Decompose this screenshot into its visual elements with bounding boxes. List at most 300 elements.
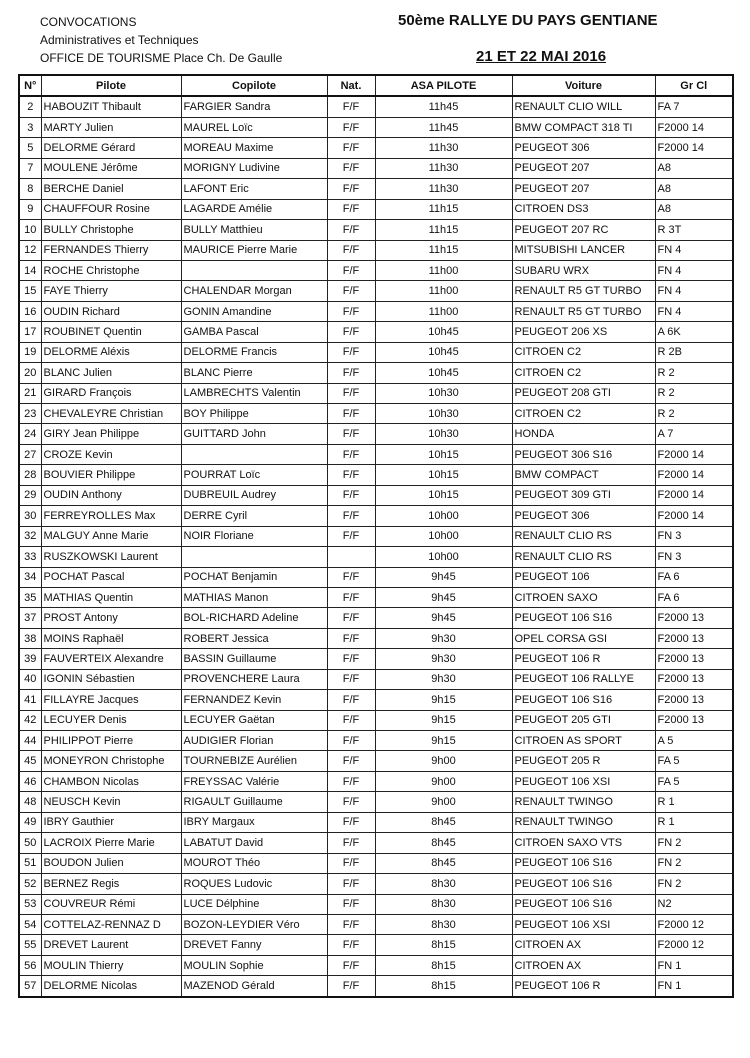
group-class: A8	[655, 199, 733, 219]
asa-pilote-time: 9h15	[375, 710, 512, 730]
nationality: F/F	[327, 444, 375, 464]
table-row	[19, 260, 733, 280]
entry-number: 56	[19, 955, 41, 975]
copilote-name: MAZENOD Gérald	[181, 976, 327, 997]
asa-pilote-time: 9h15	[375, 731, 512, 751]
entry-number: 35	[19, 587, 41, 607]
asa-pilote-time: 10h45	[375, 342, 512, 362]
group-class: FN 4	[655, 281, 733, 301]
copilote-name: MATHIAS Manon	[181, 587, 327, 607]
table-row	[19, 669, 733, 689]
pilote-name: FILLAYRE Jacques	[41, 690, 181, 710]
nationality: F/F	[327, 853, 375, 873]
car-model: PEUGEOT 207 RC	[512, 220, 655, 240]
nationality	[327, 547, 375, 567]
entry-number: 17	[19, 322, 41, 342]
nationality: F/F	[327, 404, 375, 424]
table-row	[19, 485, 733, 505]
car-model: CITROEN DS3	[512, 199, 655, 219]
asa-pilote-time: 9h00	[375, 771, 512, 791]
col-header-voiture: Voiture	[512, 75, 655, 96]
entry-number: 46	[19, 771, 41, 791]
copilote-name: LUCE Délphine	[181, 894, 327, 914]
entry-number: 14	[19, 260, 41, 280]
pilote-name: DREVET Laurent	[41, 935, 181, 955]
pilote-name: NEUSCH Kevin	[41, 792, 181, 812]
header-location: OFFICE DE TOURISME Place Ch. De Gaulle	[40, 51, 283, 65]
table-row	[19, 935, 733, 955]
group-class: FN 1	[655, 955, 733, 975]
entry-number: 55	[19, 935, 41, 955]
nationality: F/F	[327, 138, 375, 158]
group-class: A 5	[655, 731, 733, 751]
pilote-name: FERREYROLLES Max	[41, 506, 181, 526]
pilote-name: CROZE Kevin	[41, 444, 181, 464]
entry-number: 10	[19, 220, 41, 240]
table-row	[19, 363, 733, 383]
table-row	[19, 444, 733, 464]
car-model: RENAULT CLIO RS	[512, 526, 655, 546]
asa-pilote-time: 10h45	[375, 322, 512, 342]
nationality: F/F	[327, 628, 375, 648]
group-class: F2000 14	[655, 138, 733, 158]
asa-pilote-time: 9h15	[375, 690, 512, 710]
group-class: F2000 13	[655, 628, 733, 648]
asa-pilote-time: 11h00	[375, 301, 512, 321]
asa-pilote-time: 8h30	[375, 894, 512, 914]
asa-pilote-time: 8h15	[375, 976, 512, 997]
group-class: R 1	[655, 792, 733, 812]
col-header-asa-pilote: ASA PILOTE	[375, 75, 512, 96]
car-model: PEUGEOT 106	[512, 567, 655, 587]
table-row	[19, 710, 733, 730]
entry-number: 44	[19, 731, 41, 751]
table-row	[19, 628, 733, 648]
group-class: F2000 14	[655, 465, 733, 485]
group-class: FN 3	[655, 526, 733, 546]
copilote-name: BASSIN Guillaume	[181, 649, 327, 669]
nationality: F/F	[327, 669, 375, 689]
pilote-name: PROST Antony	[41, 608, 181, 628]
pilote-name: MATHIAS Quentin	[41, 587, 181, 607]
table-row	[19, 751, 733, 771]
car-model: CITROEN C2	[512, 342, 655, 362]
pilote-name: MOULIN Thierry	[41, 955, 181, 975]
pilote-name: COUVREUR Rémi	[41, 894, 181, 914]
col-header-gr-cl: Gr Cl	[655, 75, 733, 96]
pilote-name: ROCHE Christophe	[41, 260, 181, 280]
copilote-name: LAFONT Eric	[181, 179, 327, 199]
nationality: F/F	[327, 690, 375, 710]
table-row	[19, 301, 733, 321]
copilote-name: CHALENDAR Morgan	[181, 281, 327, 301]
entry-number: 15	[19, 281, 41, 301]
group-class: F2000 14	[655, 444, 733, 464]
asa-pilote-time: 11h30	[375, 179, 512, 199]
pilote-name: PHILIPPOT Pierre	[41, 731, 181, 751]
table-row	[19, 894, 733, 914]
group-class: F2000 14	[655, 506, 733, 526]
table-row	[19, 96, 733, 117]
entry-number: 37	[19, 608, 41, 628]
pilote-name: BULLY Christophe	[41, 220, 181, 240]
table-row	[19, 567, 733, 587]
pilote-name: DELORME Nicolas	[41, 976, 181, 997]
table-row	[19, 240, 733, 260]
car-model: PEUGEOT 106 S16	[512, 853, 655, 873]
car-model: PEUGEOT 206 XS	[512, 322, 655, 342]
table-row	[19, 342, 733, 362]
copilote-name: PROVENCHERE Laura	[181, 669, 327, 689]
entry-number: 40	[19, 669, 41, 689]
event-dates: 21 ET 22 MAI 2016	[476, 48, 607, 65]
entry-number: 54	[19, 914, 41, 934]
car-model: PEUGEOT 106 S16	[512, 894, 655, 914]
car-model: PEUGEOT 207	[512, 179, 655, 199]
nationality: F/F	[327, 424, 375, 444]
nationality: F/F	[327, 731, 375, 751]
pilote-name: POCHAT Pascal	[41, 567, 181, 587]
pilote-name: BLANC Julien	[41, 363, 181, 383]
car-model: PEUGEOT 106 R	[512, 976, 655, 997]
car-model: PEUGEOT 106 S16	[512, 608, 655, 628]
copilote-name: LAGARDE Amélie	[181, 199, 327, 219]
car-model: PEUGEOT 205 R	[512, 751, 655, 771]
header-convocations: CONVOCATIONS	[40, 15, 137, 29]
pilote-name: CHAMBON Nicolas	[41, 771, 181, 791]
table-row	[19, 955, 733, 975]
nationality: F/F	[327, 812, 375, 832]
nationality: F/F	[327, 751, 375, 771]
pilote-name: MOINS Raphaël	[41, 628, 181, 648]
col-header-pilote: Pilote	[41, 75, 181, 96]
pilote-name: FERNANDES Thierry	[41, 240, 181, 260]
group-class: F2000 13	[655, 669, 733, 689]
asa-pilote-time: 11h15	[375, 199, 512, 219]
pilote-name: BERNEZ Regis	[41, 874, 181, 894]
entry-number: 5	[19, 138, 41, 158]
nationality: F/F	[327, 792, 375, 812]
table-row	[19, 465, 733, 485]
table-row	[19, 874, 733, 894]
nationality: F/F	[327, 914, 375, 934]
table-row	[19, 914, 733, 934]
copilote-name: DREVET Fanny	[181, 935, 327, 955]
nationality: F/F	[327, 710, 375, 730]
pilote-name: IGONIN Sébastien	[41, 669, 181, 689]
car-model: PEUGEOT 306	[512, 138, 655, 158]
copilote-name	[181, 444, 327, 464]
pilote-name: MONEYRON Christophe	[41, 751, 181, 771]
entry-number: 12	[19, 240, 41, 260]
nationality: F/F	[327, 874, 375, 894]
car-model: PEUGEOT 309 GTI	[512, 485, 655, 505]
table-row	[19, 281, 733, 301]
convocation-table	[18, 74, 734, 998]
asa-pilote-time: 10h30	[375, 424, 512, 444]
col-header-nat: Nat.	[327, 75, 375, 96]
nationality: F/F	[327, 158, 375, 178]
group-class: N2	[655, 894, 733, 914]
entry-number: 7	[19, 158, 41, 178]
copilote-name: GONIN Amandine	[181, 301, 327, 321]
copilote-name: MAURICE Pierre Marie	[181, 240, 327, 260]
group-class: F2000 12	[655, 935, 733, 955]
car-model: PEUGEOT 106 XSI	[512, 771, 655, 791]
pilote-name: LACROIX Pierre Marie	[41, 833, 181, 853]
entry-number: 23	[19, 404, 41, 424]
pilote-name: OUDIN Anthony	[41, 485, 181, 505]
car-model: PEUGEOT 208 GTI	[512, 383, 655, 403]
table-row	[19, 812, 733, 832]
entry-number: 19	[19, 342, 41, 362]
pilote-name: BERCHE Daniel	[41, 179, 181, 199]
table-row	[19, 547, 733, 567]
col-header-number: N°	[19, 75, 41, 96]
group-class: F2000 13	[655, 608, 733, 628]
copilote-name: FREYSSAC Valérie	[181, 771, 327, 791]
entry-number: 39	[19, 649, 41, 669]
copilote-name: ROBERT Jessica	[181, 628, 327, 648]
table-row	[19, 833, 733, 853]
car-model: CITROEN SAXO VTS	[512, 833, 655, 853]
table-row	[19, 383, 733, 403]
copilote-name: MAUREL Loïc	[181, 117, 327, 137]
nationality: F/F	[327, 649, 375, 669]
car-model: CITROEN SAXO	[512, 587, 655, 607]
asa-pilote-time: 10h00	[375, 506, 512, 526]
copilote-name: RIGAULT Guillaume	[181, 792, 327, 812]
group-class: A8	[655, 179, 733, 199]
car-model: PEUGEOT 106 XSI	[512, 914, 655, 934]
entry-number: 57	[19, 976, 41, 997]
car-model: RENAULT TWINGO	[512, 812, 655, 832]
entry-number: 9	[19, 199, 41, 219]
document-header	[0, 0, 750, 70]
car-model: PEUGEOT 106 S16	[512, 690, 655, 710]
nationality: F/F	[327, 587, 375, 607]
table-row	[19, 649, 733, 669]
nationality: F/F	[327, 199, 375, 219]
nationality: F/F	[327, 322, 375, 342]
entry-number: 8	[19, 179, 41, 199]
car-model: PEUGEOT 106 RALLYE	[512, 669, 655, 689]
group-class: F2000 14	[655, 485, 733, 505]
nationality: F/F	[327, 771, 375, 791]
pilote-name: DELORME Aléxis	[41, 342, 181, 362]
copilote-name: NOIR Floriane	[181, 526, 327, 546]
nationality: F/F	[327, 179, 375, 199]
nationality: F/F	[327, 363, 375, 383]
pilote-name: BOUDON Julien	[41, 853, 181, 873]
asa-pilote-time: 11h00	[375, 260, 512, 280]
car-model: MITSUBISHI LANCER	[512, 240, 655, 260]
table-row	[19, 792, 733, 812]
header-subtitle: Administratives et Techniques	[40, 33, 199, 47]
asa-pilote-time: 9h00	[375, 792, 512, 812]
asa-pilote-time: 8h45	[375, 833, 512, 853]
nationality: F/F	[327, 935, 375, 955]
entry-number: 24	[19, 424, 41, 444]
table-row	[19, 526, 733, 546]
pilote-name: IBRY Gauthier	[41, 812, 181, 832]
copilote-name: BOL-RICHARD Adeline	[181, 608, 327, 628]
car-model: PEUGEOT 205 GTI	[512, 710, 655, 730]
nationality: F/F	[327, 383, 375, 403]
asa-pilote-time: 8h30	[375, 914, 512, 934]
entry-number: 45	[19, 751, 41, 771]
car-model: RENAULT CLIO RS	[512, 547, 655, 567]
copilote-name: LAMBRECHTS Valentin	[181, 383, 327, 403]
copilote-name: DUBREUIL Audrey	[181, 485, 327, 505]
entry-number: 49	[19, 812, 41, 832]
nationality: F/F	[327, 894, 375, 914]
asa-pilote-time: 9h00	[375, 751, 512, 771]
entry-number: 33	[19, 547, 41, 567]
pilote-name: COTTELAZ-RENNAZ D	[41, 914, 181, 934]
nationality: F/F	[327, 281, 375, 301]
copilote-name: LABATUT David	[181, 833, 327, 853]
nationality: F/F	[327, 485, 375, 505]
car-model: PEUGEOT 306	[512, 506, 655, 526]
copilote-name: BULLY Matthieu	[181, 220, 327, 240]
asa-pilote-time: 9h30	[375, 669, 512, 689]
asa-pilote-time: 9h45	[375, 587, 512, 607]
entry-number: 32	[19, 526, 41, 546]
copilote-name	[181, 260, 327, 280]
nationality: F/F	[327, 976, 375, 997]
nationality: F/F	[327, 240, 375, 260]
asa-pilote-time: 11h15	[375, 240, 512, 260]
group-class: FA 6	[655, 567, 733, 587]
group-class: R 2	[655, 363, 733, 383]
pilote-name: HABOUZIT Thibault	[41, 96, 181, 117]
nationality: F/F	[327, 567, 375, 587]
car-model: CITROEN C2	[512, 404, 655, 424]
car-model: PEUGEOT 306 S16	[512, 444, 655, 464]
group-class: FA 7	[655, 96, 733, 117]
car-model: CITROEN C2	[512, 363, 655, 383]
nationality: F/F	[327, 342, 375, 362]
car-model: RENAULT R5 GT TURBO	[512, 281, 655, 301]
copilote-name: AUDIGIER Florian	[181, 731, 327, 751]
asa-pilote-time: 10h00	[375, 526, 512, 546]
nationality: F/F	[327, 260, 375, 280]
asa-pilote-time: 10h45	[375, 363, 512, 383]
entry-number: 51	[19, 853, 41, 873]
asa-pilote-time: 10h30	[375, 383, 512, 403]
pilote-name: LECUYER Denis	[41, 710, 181, 730]
group-class: FA 5	[655, 751, 733, 771]
nationality: F/F	[327, 465, 375, 485]
asa-pilote-time: 8h45	[375, 812, 512, 832]
group-class: FN 4	[655, 301, 733, 321]
table-body	[19, 96, 733, 996]
car-model: PEUGEOT 106 S16	[512, 874, 655, 894]
copilote-name: LECUYER Gaëtan	[181, 710, 327, 730]
car-model: CITROEN AX	[512, 935, 655, 955]
car-model: RENAULT TWINGO	[512, 792, 655, 812]
entry-number: 52	[19, 874, 41, 894]
entry-number: 41	[19, 690, 41, 710]
group-class: FN 2	[655, 853, 733, 873]
asa-pilote-time: 10h00	[375, 547, 512, 567]
asa-pilote-time: 11h45	[375, 96, 512, 117]
asa-pilote-time: 9h45	[375, 567, 512, 587]
copilote-name: GUITTARD John	[181, 424, 327, 444]
group-class: A 7	[655, 424, 733, 444]
car-model: SUBARU WRX	[512, 260, 655, 280]
group-class: FA 5	[655, 771, 733, 791]
pilote-name: GIRARD François	[41, 383, 181, 403]
asa-pilote-time: 8h15	[375, 935, 512, 955]
pilote-name: DELORME Gérard	[41, 138, 181, 158]
group-class: R 3T	[655, 220, 733, 240]
asa-pilote-time: 9h45	[375, 608, 512, 628]
table-row	[19, 117, 733, 137]
entry-number: 16	[19, 301, 41, 321]
pilote-name: MOULENE Jérôme	[41, 158, 181, 178]
entry-number: 30	[19, 506, 41, 526]
group-class: R 2	[655, 383, 733, 403]
copilote-name: BOY Philippe	[181, 404, 327, 424]
asa-pilote-time: 8h15	[375, 955, 512, 975]
car-model: CITROEN AX	[512, 955, 655, 975]
entry-number: 21	[19, 383, 41, 403]
group-class: FA 6	[655, 587, 733, 607]
asa-pilote-time: 9h30	[375, 649, 512, 669]
asa-pilote-time: 11h30	[375, 158, 512, 178]
entry-number: 48	[19, 792, 41, 812]
entry-number: 20	[19, 363, 41, 383]
nationality: F/F	[327, 526, 375, 546]
group-class: F2000 13	[655, 690, 733, 710]
group-class: FN 3	[655, 547, 733, 567]
table-row	[19, 608, 733, 628]
pilote-name: MALGUY Anne Marie	[41, 526, 181, 546]
group-class: FN 1	[655, 976, 733, 997]
group-class: FN 2	[655, 833, 733, 853]
nationality: F/F	[327, 833, 375, 853]
car-model: BMW COMPACT 318 TI	[512, 117, 655, 137]
table-row	[19, 220, 733, 240]
pilote-name: ROUBINET Quentin	[41, 322, 181, 342]
pilote-name: FAYE Thierry	[41, 281, 181, 301]
copilote-name: TOURNEBIZE Aurélien	[181, 751, 327, 771]
asa-pilote-time: 10h15	[375, 444, 512, 464]
nationality: F/F	[327, 117, 375, 137]
asa-pilote-time: 10h15	[375, 465, 512, 485]
entry-number: 42	[19, 710, 41, 730]
pilote-name: CHAUFFOUR Rosine	[41, 199, 181, 219]
nationality: F/F	[327, 506, 375, 526]
table-row	[19, 424, 733, 444]
copilote-name: GAMBA Pascal	[181, 322, 327, 342]
col-header-copilote: Copilote	[181, 75, 327, 96]
copilote-name: DELORME Francis	[181, 342, 327, 362]
asa-pilote-time: 10h30	[375, 404, 512, 424]
table-row	[19, 771, 733, 791]
entry-number: 38	[19, 628, 41, 648]
group-class: FN 4	[655, 240, 733, 260]
group-class: F2000 14	[655, 117, 733, 137]
pilote-name: CHEVALEYRE Christian	[41, 404, 181, 424]
table-row	[19, 404, 733, 424]
copilote-name: BLANC Pierre	[181, 363, 327, 383]
table-row	[19, 179, 733, 199]
car-model: BMW COMPACT	[512, 465, 655, 485]
entry-number: 28	[19, 465, 41, 485]
